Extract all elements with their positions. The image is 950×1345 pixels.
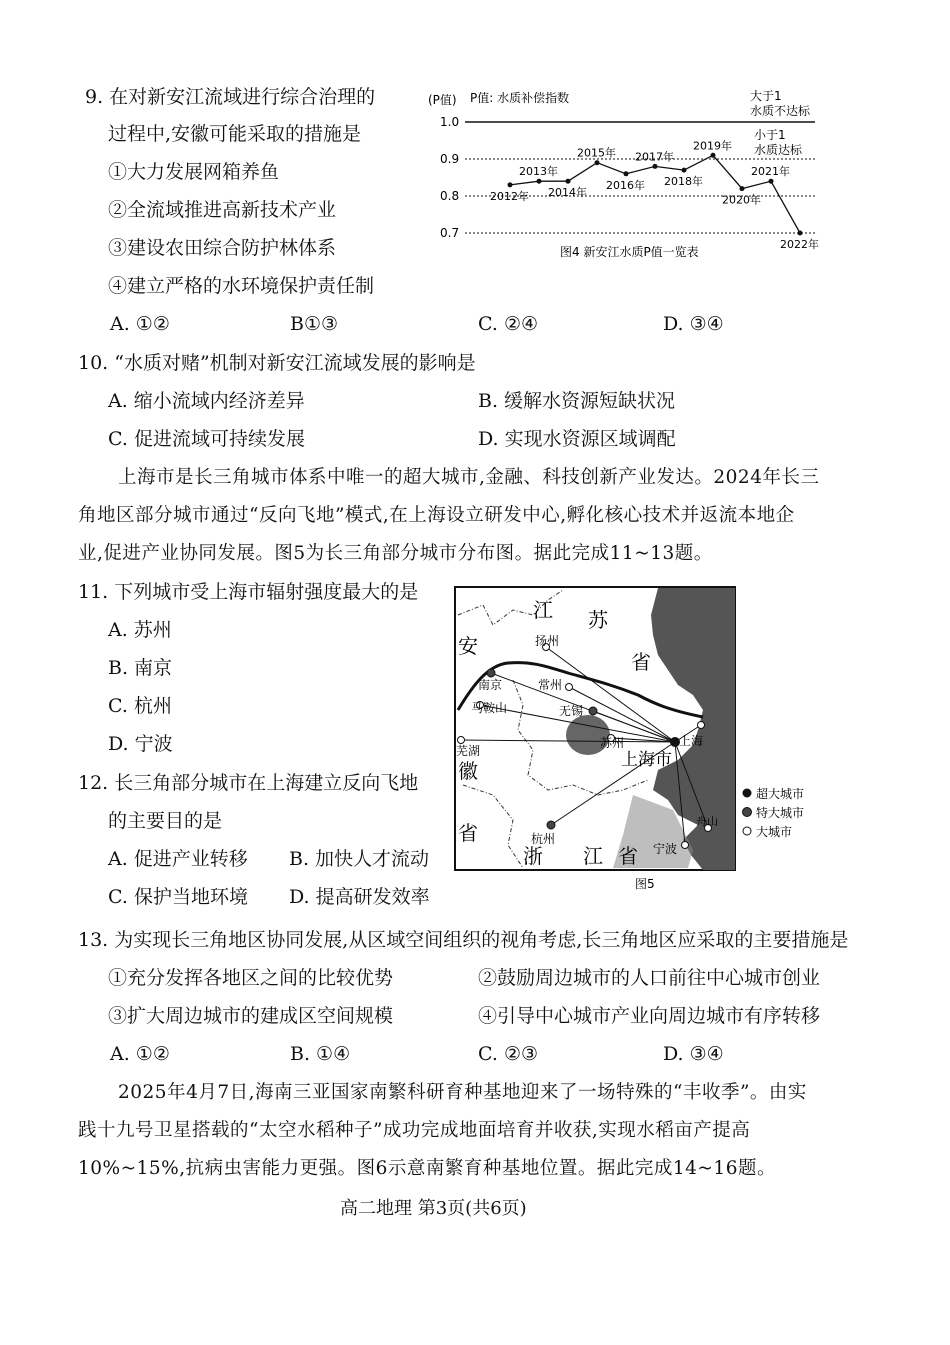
x-label-2020年: 2020年: [722, 193, 761, 207]
q11-choice-b: B. 南京: [108, 657, 173, 679]
legend-supercity: 特大城市: [756, 806, 805, 820]
legend-bigcity: 大城市: [756, 825, 793, 839]
q10-choice-a: A. 缩小流域内经济差异: [108, 390, 305, 412]
ytick-0.7: 0.7: [440, 226, 460, 240]
data-point-2016年: [624, 171, 629, 176]
nantong-dot: [698, 722, 705, 729]
label-above-2: 水质不达标: [750, 104, 811, 118]
region-label-sheng1: 省: [631, 650, 651, 674]
q11-choice-d: D. 宁波: [108, 733, 173, 755]
city-label-hangzhou: 杭州: [531, 832, 556, 846]
q13-option-4: ④引导中心城市产业向周边城市有序转移: [478, 1005, 821, 1027]
q10-stem: 10. “水质对赌”机制对新安江流域发展的影响是: [78, 352, 476, 374]
wuhu-dot: [458, 737, 465, 744]
q9-choice-d: D. ③④: [663, 313, 724, 335]
label-above-1: 大于1: [750, 89, 782, 103]
q13-choice-a: A. ①②: [110, 1043, 170, 1065]
city-label-maanshan: 马鞍山: [471, 701, 508, 715]
q9-stem-line1: 9. 在对新安江流域进行综合治理的: [85, 86, 376, 108]
region-label-an: 安: [458, 634, 478, 658]
x-label-2015年: 2015年: [577, 146, 616, 160]
region-label-jiang2: 江: [583, 844, 603, 868]
region-label-su: 苏: [588, 608, 608, 632]
x-label-2014年: 2014年: [548, 186, 587, 200]
x-label-2021年: 2021年: [751, 165, 790, 179]
suzhou-dot: [589, 707, 597, 715]
q9-stem-line2: 过程中,安徽可能采取的措施是: [108, 123, 362, 145]
data-point-2019年: [711, 153, 716, 158]
q13-choice-c: C. ②③: [478, 1043, 539, 1065]
q12-stem-line1: 12. 长三角部分城市在上海建立反向飞地: [78, 772, 419, 794]
passage1-line2: 角地区部分城市通过“反向飞地”模式,在上海设立研发中心,孵化核心技术并返流本地企: [78, 505, 795, 526]
ytick-1.0: 1.0: [440, 115, 460, 129]
city-label-wuxi: 无锡: [559, 704, 584, 718]
label-below-2: 水质达标: [754, 143, 803, 157]
label-below-1: 小于1: [754, 128, 786, 142]
q13-option-3: ③扩大周边城市的建成区空间规模: [108, 1005, 394, 1027]
q10-choice-c: C. 促进流域可持续发展: [108, 428, 305, 450]
city-label-wuhu: 芜湖: [456, 744, 481, 758]
ningbo-dot: [682, 842, 689, 849]
q10-choice-d: D. 实现水资源区域调配: [478, 428, 676, 450]
page-footer: 高二地理 第3页(共6页): [340, 1198, 527, 1219]
region-label-sheng2: 省: [458, 821, 478, 845]
legend-symbol-bigcity: [743, 827, 751, 835]
region-label-hui: 徽: [458, 759, 478, 783]
region-label-jiang: 江: [533, 598, 553, 622]
region-label-sheng3: 省: [618, 844, 638, 868]
data-point-2012年: [508, 182, 513, 187]
data-point-2015年: [595, 160, 600, 165]
q12-choice-a: A. 促进产业转移: [108, 848, 248, 870]
q11-stem: 11. 下列城市受上海市辐射强度最大的是: [78, 581, 419, 603]
data-point-2017年: [653, 164, 658, 169]
data-point-2022年: [798, 231, 803, 236]
q11-choice-a: A. 苏州: [108, 619, 172, 641]
data-point-2020年: [740, 186, 745, 191]
q13-choice-b: B. ①④: [290, 1043, 351, 1065]
q12-choice-b: B. 加快人才流动: [289, 848, 430, 870]
q9-option-1: ①大力发展网箱养鱼: [108, 161, 280, 183]
chart-caption: 图4 新安江水质P值一览表: [560, 245, 699, 259]
city-label-nanjing: 南京: [478, 678, 503, 692]
nanjing-dot: [487, 669, 495, 677]
q9-option-2: ②全流域推进高新技术产业: [108, 199, 337, 221]
figure5-caption: 图5: [635, 877, 655, 891]
data-point-2013年: [537, 179, 542, 184]
ytick-0.9: 0.9: [440, 152, 460, 166]
q9-choice-c: C. ②④: [478, 313, 539, 335]
q13-stem: 13. 为实现长三角地区协同发展,从区域空间组织的视角考虑,长三角地区应采取的主要措施是: [78, 929, 849, 951]
passage2-line2: 践十九号卫星搭载的“太空水稻种子”成功完成地面培育并收获,实现水稻亩产提高: [78, 1120, 751, 1141]
city-label-yangzhou: 扬州: [535, 634, 560, 648]
ytick-0.8: 0.8: [440, 189, 460, 203]
q13-choice-d: D. ③④: [663, 1043, 724, 1065]
region-label-shanghai: 上海市: [621, 750, 672, 770]
data-point-2014年: [566, 179, 571, 184]
passage1-line3: 业,促进产业协同发展。图5为长三角部分城市分布图。据此完成11~13题。: [78, 543, 713, 564]
figure4-line-chart: [420, 84, 830, 269]
q9-choice-b: B①③: [290, 313, 339, 335]
legend-symbol-supercity: [743, 808, 752, 817]
city-label-suzhou: 苏州: [600, 736, 625, 750]
q11-choice-c: C. 杭州: [108, 695, 172, 717]
passage2-line3: 10%~15%,抗病虫害能力更强。图6示意南繁育种基地位置。据此完成14~16题。: [78, 1158, 776, 1179]
q12-choice-c: C. 保护当地环境: [108, 886, 248, 908]
x-label-2018年: 2018年: [664, 175, 703, 189]
city-label-ningbo: 宁波: [653, 842, 678, 856]
x-label-2016年: 2016年: [606, 178, 645, 192]
q9-option-4: ④建立严格的水环境保护责任制: [108, 275, 375, 297]
city-label-shanghai: 上海: [679, 734, 704, 748]
figure5-map: [453, 585, 823, 895]
q13-option-2: ②鼓励周边城市的人口前往中心城市创业: [478, 967, 821, 989]
passage2-line1: 2025年4月7日,海南三亚国家南繁科研育种基地迎来了一场特殊的“丰收季”。由实: [118, 1082, 807, 1103]
q13-option-1: ①充分发挥各地区之间的比较优势: [108, 967, 394, 989]
data-point-2018年: [682, 168, 687, 173]
city-label-changzhou: 常州: [538, 678, 563, 692]
q10-choice-b: B. 缓解水资源短缺状况: [478, 390, 676, 412]
region-label-zhe: 浙: [523, 844, 543, 868]
hangzhou-dot: [547, 821, 555, 829]
x-label-2019年: 2019年: [693, 139, 732, 153]
legend-megacity: 超大城市: [756, 787, 805, 801]
chart-ylabel: (P值): [428, 93, 457, 107]
q12-choice-d: D. 提高研发效率: [289, 886, 430, 908]
city-label-zhoushan: 舟山: [696, 815, 718, 828]
x-label-2013年: 2013年: [519, 165, 558, 179]
q12-stem-line2: 的主要目的是: [108, 810, 223, 832]
legend-symbol-megacity: [743, 789, 752, 798]
x-label-2017年: 2017年: [635, 150, 674, 164]
q9-choice-a: A. ①②: [110, 313, 170, 335]
changzhou-dot: [566, 684, 573, 691]
chart-header: P值: 水质补偿指数: [470, 91, 570, 105]
x-label-2012年: 2012年: [490, 189, 529, 203]
x-label-2022年: 2022年: [780, 238, 819, 251]
passage1-line1: 上海市是长三角城市体系中唯一的超大城市,金融、科技创新产业发达。2024年长三: [118, 467, 820, 488]
data-point-2021年: [769, 179, 774, 184]
q9-option-3: ③建设农田综合防护林体系: [108, 237, 337, 259]
